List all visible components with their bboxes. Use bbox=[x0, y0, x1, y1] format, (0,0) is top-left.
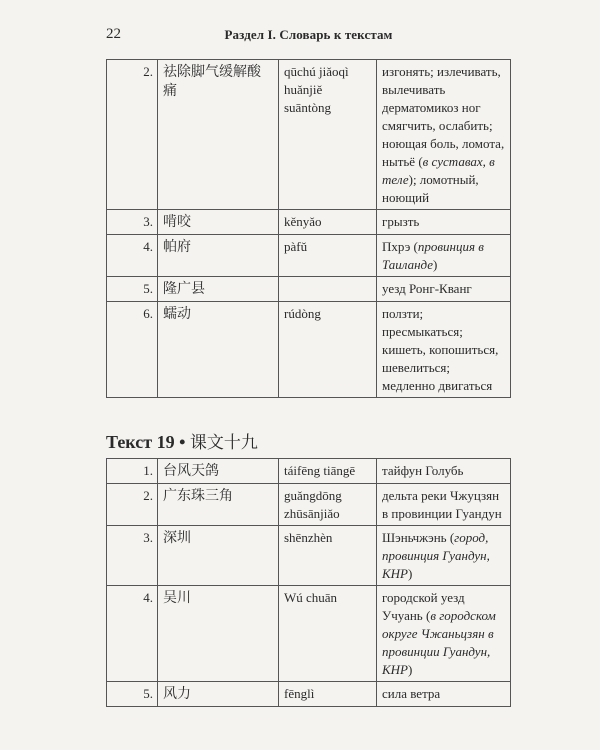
translation-text: уезд Ронг-Кванг bbox=[382, 281, 472, 296]
entry-pinyin: táifēng tiāngē bbox=[279, 459, 377, 484]
table-row bbox=[107, 302, 511, 398]
translation-text: ползти; пресмыкаться; кишеть, копошиться, шевелиться; медленно двигаться bbox=[382, 306, 499, 393]
entry-translation bbox=[377, 586, 511, 682]
entry-number: 2. bbox=[107, 484, 158, 526]
entry-translation bbox=[377, 526, 511, 586]
entry-hanzi: 风力 bbox=[158, 682, 279, 707]
translation-note: провинция в Таиланде bbox=[382, 239, 484, 272]
entry-pinyin: fēnglì bbox=[279, 682, 377, 707]
section-label: Текст 19 bbox=[106, 432, 175, 452]
table-row bbox=[107, 60, 511, 210]
section-chinese-title: 课文十九 bbox=[189, 433, 258, 453]
table-row bbox=[107, 526, 511, 586]
entry-number: 5. bbox=[107, 682, 158, 707]
vocabulary-table-2 bbox=[106, 458, 511, 707]
translation-text: изгонять; излечивать, вылечивать дерматомикоз ног смягчить, ослабить; ноющая боль, ломота, нытьё ( bbox=[382, 64, 505, 169]
entry-pinyin bbox=[279, 277, 377, 302]
entry-pinyin: rúdòng bbox=[279, 302, 377, 398]
table-row bbox=[107, 586, 511, 682]
table-row bbox=[107, 235, 511, 277]
running-title: Раздел I. Словарь к текстам bbox=[224, 27, 393, 42]
table-row bbox=[107, 459, 511, 484]
entry-hanzi: 广东珠三角 bbox=[158, 484, 279, 526]
entry-pinyin: Wú chuān bbox=[279, 586, 377, 682]
entry-translation bbox=[377, 60, 511, 210]
entry-number: 3. bbox=[107, 210, 158, 235]
entry-hanzi: 深圳 bbox=[158, 526, 279, 586]
entry-translation bbox=[377, 210, 511, 235]
entry-pinyin: guǎngdōng zhūsānjiǎo bbox=[279, 484, 377, 526]
entry-hanzi: 台风天鸽 bbox=[158, 459, 279, 484]
entry-hanzi: 蠕动 bbox=[158, 302, 279, 398]
translation-text: ); ломотный, ноющий bbox=[382, 172, 479, 205]
entry-hanzi: 帕府 bbox=[158, 235, 279, 277]
translation-text: Шэньчжэнь ( bbox=[382, 530, 455, 545]
table-row bbox=[107, 210, 511, 235]
page-number: 22 bbox=[106, 26, 121, 42]
entry-hanzi: 吴川 bbox=[158, 586, 279, 682]
entry-number: 2. bbox=[107, 60, 158, 210]
vocabulary-table-1 bbox=[106, 59, 511, 398]
translation-text: сила ветра bbox=[382, 686, 441, 701]
entry-number: 1. bbox=[107, 459, 158, 484]
translation-text: грызть bbox=[382, 214, 420, 229]
translation-note: в суставах, в теле bbox=[382, 154, 495, 187]
translation-text: городской уезд Учуань ( bbox=[382, 590, 465, 623]
section-bullet: • bbox=[179, 432, 186, 452]
entry-hanzi: 祛除脚气缓解酸痛 bbox=[158, 60, 279, 210]
entry-pinyin: qūchú jiǎoqì huǎnjiě suāntòng bbox=[279, 60, 377, 210]
entry-number: 4. bbox=[107, 586, 158, 682]
translation-note: город, провинция Гуандун, КНР bbox=[382, 530, 490, 581]
entry-number: 3. bbox=[107, 526, 158, 586]
entry-number: 4. bbox=[107, 235, 158, 277]
entry-hanzi: 啃咬 bbox=[158, 210, 279, 235]
table-row bbox=[107, 682, 511, 707]
translation-text: ) bbox=[407, 662, 413, 677]
entry-pinyin: kěnyǎo bbox=[279, 210, 377, 235]
translation-text: дельта реки Чжуцзян в провинции Гуандун bbox=[382, 488, 502, 521]
translation-text: ) bbox=[407, 566, 413, 581]
entry-translation bbox=[377, 682, 511, 707]
entry-translation bbox=[377, 302, 511, 398]
entry-pinyin: shēnzhèn bbox=[279, 526, 377, 586]
translation-note: в городском округе Чжаньцзян в провинции Гуандун, КНР bbox=[382, 608, 496, 677]
entry-number: 5. bbox=[107, 277, 158, 302]
entry-hanzi: 隆广县 bbox=[158, 277, 279, 302]
page-header bbox=[106, 26, 511, 46]
entry-translation bbox=[377, 484, 511, 526]
entry-pinyin: pàfǔ bbox=[279, 235, 377, 277]
translation-text: тайфун Голубь bbox=[382, 463, 464, 478]
translation-text: ) bbox=[433, 257, 438, 272]
table-row bbox=[107, 277, 511, 302]
entry-translation bbox=[377, 235, 511, 277]
translation-text: Пхрэ ( bbox=[382, 239, 418, 254]
table-row bbox=[107, 484, 511, 526]
entry-translation bbox=[377, 459, 511, 484]
entry-number: 6. bbox=[107, 302, 158, 398]
section-title bbox=[106, 428, 258, 453]
entry-translation bbox=[377, 277, 511, 302]
